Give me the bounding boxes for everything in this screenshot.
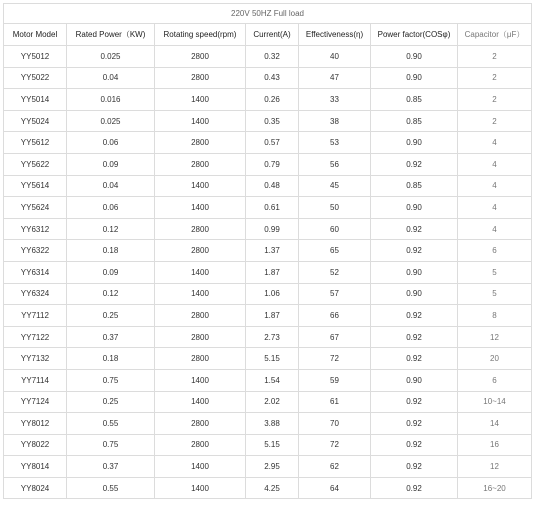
cell-rotating-speed: 2800	[155, 240, 246, 262]
cell-rated-power: 0.55	[67, 477, 155, 499]
table-row	[4, 369, 532, 391]
cell-capacitor: 2	[458, 110, 532, 132]
cell-motor-model: YY6312	[4, 218, 67, 240]
table-row	[4, 197, 532, 219]
cell-power-factor: 0.92	[371, 240, 458, 262]
cell-rated-power: 0.75	[67, 434, 155, 456]
table-row	[4, 240, 532, 262]
table-row	[4, 456, 532, 478]
cell-motor-model: YY5024	[4, 110, 67, 132]
cell-rotating-speed: 2800	[155, 132, 246, 154]
cell-effectiveness: 52	[299, 261, 371, 283]
cell-motor-model: YY5014	[4, 89, 67, 111]
cell-rated-power: 0.12	[67, 218, 155, 240]
header-rated-power: Rated Power（KW)	[67, 24, 155, 46]
table-row	[4, 326, 532, 348]
cell-motor-model: YY5614	[4, 175, 67, 197]
cell-capacitor: 6	[458, 369, 532, 391]
cell-rotating-speed: 1400	[155, 110, 246, 132]
table-row	[4, 283, 532, 305]
cell-capacitor: 4	[458, 132, 532, 154]
cell-rotating-speed: 2800	[155, 67, 246, 89]
cell-rotating-speed: 2800	[155, 434, 246, 456]
cell-motor-model: YY7122	[4, 326, 67, 348]
table-row	[4, 110, 532, 132]
cell-effectiveness: 50	[299, 197, 371, 219]
cell-effectiveness: 33	[299, 89, 371, 111]
cell-rotating-speed: 2800	[155, 218, 246, 240]
cell-motor-model: YY5622	[4, 153, 67, 175]
cell-motor-model: YY6324	[4, 283, 67, 305]
cell-current: 0.99	[246, 218, 299, 240]
cell-motor-model: YY8014	[4, 456, 67, 478]
cell-motor-model: YY5022	[4, 67, 67, 89]
cell-power-factor: 0.85	[371, 89, 458, 111]
cell-rotating-speed: 1400	[155, 369, 246, 391]
cell-effectiveness: 60	[299, 218, 371, 240]
cell-rated-power: 0.18	[67, 240, 155, 262]
cell-power-factor: 0.92	[371, 477, 458, 499]
table-body	[4, 4, 532, 499]
cell-capacitor: 4	[458, 153, 532, 175]
cell-rotating-speed: 2800	[155, 305, 246, 327]
cell-rated-power: 0.04	[67, 67, 155, 89]
cell-effectiveness: 64	[299, 477, 371, 499]
cell-power-factor: 0.92	[371, 305, 458, 327]
table-row	[4, 348, 532, 370]
cell-rotating-speed: 1400	[155, 197, 246, 219]
cell-power-factor: 0.92	[371, 391, 458, 413]
cell-effectiveness: 67	[299, 326, 371, 348]
cell-rated-power: 0.25	[67, 305, 155, 327]
cell-capacitor: 14	[458, 413, 532, 435]
cell-motor-model: YY5612	[4, 132, 67, 154]
cell-power-factor: 0.92	[371, 153, 458, 175]
table-row	[4, 261, 532, 283]
cell-motor-model: YY8024	[4, 477, 67, 499]
cell-current: 0.61	[246, 197, 299, 219]
cell-rated-power: 0.55	[67, 413, 155, 435]
header-current: Current(A)	[246, 24, 299, 46]
cell-current: 0.43	[246, 67, 299, 89]
cell-motor-model: YY7112	[4, 305, 67, 327]
cell-rated-power: 0.12	[67, 283, 155, 305]
cell-current: 5.15	[246, 434, 299, 456]
cell-capacitor: 5	[458, 261, 532, 283]
cell-effectiveness: 47	[299, 67, 371, 89]
table-row	[4, 391, 532, 413]
cell-motor-model: YY7132	[4, 348, 67, 370]
cell-current: 1.37	[246, 240, 299, 262]
cell-effectiveness: 66	[299, 305, 371, 327]
cell-capacitor: 16	[458, 434, 532, 456]
cell-capacitor: 2	[458, 67, 532, 89]
table-row	[4, 175, 532, 197]
cell-power-factor: 0.90	[371, 46, 458, 68]
cell-rotating-speed: 2800	[155, 413, 246, 435]
cell-capacitor: 12	[458, 326, 532, 348]
table-row	[4, 477, 532, 499]
cell-rated-power: 0.75	[67, 369, 155, 391]
cell-capacitor: 2	[458, 89, 532, 111]
cell-rated-power: 0.18	[67, 348, 155, 370]
cell-power-factor: 0.90	[371, 283, 458, 305]
cell-rotating-speed: 1400	[155, 261, 246, 283]
cell-current: 1.06	[246, 283, 299, 305]
cell-effectiveness: 53	[299, 132, 371, 154]
cell-capacitor: 4	[458, 197, 532, 219]
spec-table-container	[3, 3, 531, 499]
cell-rated-power: 0.06	[67, 132, 155, 154]
table-row	[4, 67, 532, 89]
cell-effectiveness: 57	[299, 283, 371, 305]
cell-capacitor: 20	[458, 348, 532, 370]
cell-rated-power: 0.09	[67, 153, 155, 175]
cell-power-factor: 0.90	[371, 261, 458, 283]
cell-rotating-speed: 1400	[155, 283, 246, 305]
cell-effectiveness: 61	[299, 391, 371, 413]
cell-current: 0.48	[246, 175, 299, 197]
table-row	[4, 46, 532, 68]
cell-capacitor: 16~20	[458, 477, 532, 499]
table-title-row	[4, 4, 532, 24]
cell-rated-power: 0.06	[67, 197, 155, 219]
cell-rotating-speed: 1400	[155, 89, 246, 111]
header-row	[4, 24, 532, 46]
cell-power-factor: 0.85	[371, 175, 458, 197]
cell-rated-power: 0.025	[67, 110, 155, 132]
cell-rotating-speed: 1400	[155, 477, 246, 499]
header-rotating-speed: Rotating speed(rpm)	[155, 24, 246, 46]
cell-motor-model: YY8012	[4, 413, 67, 435]
cell-current: 0.57	[246, 132, 299, 154]
table-row	[4, 89, 532, 111]
cell-effectiveness: 38	[299, 110, 371, 132]
header-effectiveness: Effectiveness(η)	[299, 24, 371, 46]
cell-capacitor: 2	[458, 46, 532, 68]
table-row	[4, 305, 532, 327]
cell-current: 4.25	[246, 477, 299, 499]
motor-spec-table	[3, 3, 532, 499]
cell-rated-power: 0.37	[67, 456, 155, 478]
cell-capacitor: 4	[458, 175, 532, 197]
cell-effectiveness: 59	[299, 369, 371, 391]
cell-capacitor: 6	[458, 240, 532, 262]
cell-current: 0.79	[246, 153, 299, 175]
cell-motor-model: YY5624	[4, 197, 67, 219]
cell-rotating-speed: 1400	[155, 456, 246, 478]
header-power-factor: Power factor(COSφ)	[371, 24, 458, 46]
cell-current: 2.02	[246, 391, 299, 413]
cell-motor-model: YY8022	[4, 434, 67, 456]
cell-capacitor: 12	[458, 456, 532, 478]
cell-effectiveness: 45	[299, 175, 371, 197]
cell-power-factor: 0.92	[371, 218, 458, 240]
cell-rated-power: 0.016	[67, 89, 155, 111]
cell-current: 0.35	[246, 110, 299, 132]
cell-rotating-speed: 2800	[155, 348, 246, 370]
table-row	[4, 218, 532, 240]
cell-rated-power: 0.37	[67, 326, 155, 348]
cell-motor-model: YY6322	[4, 240, 67, 262]
cell-rotating-speed: 2800	[155, 153, 246, 175]
cell-current: 1.87	[246, 261, 299, 283]
cell-effectiveness: 62	[299, 456, 371, 478]
cell-effectiveness: 70	[299, 413, 371, 435]
cell-motor-model: YY5012	[4, 46, 67, 68]
cell-effectiveness: 56	[299, 153, 371, 175]
cell-power-factor: 0.85	[371, 110, 458, 132]
cell-power-factor: 0.92	[371, 434, 458, 456]
cell-power-factor: 0.90	[371, 67, 458, 89]
cell-rotating-speed: 1400	[155, 175, 246, 197]
cell-power-factor: 0.90	[371, 132, 458, 154]
cell-capacitor: 10~14	[458, 391, 532, 413]
table-row	[4, 153, 532, 175]
table-row	[4, 413, 532, 435]
cell-current: 2.73	[246, 326, 299, 348]
cell-power-factor: 0.92	[371, 413, 458, 435]
cell-rated-power: 0.09	[67, 261, 155, 283]
cell-current: 3.88	[246, 413, 299, 435]
cell-effectiveness: 72	[299, 434, 371, 456]
cell-current: 5.15	[246, 348, 299, 370]
cell-current: 2.95	[246, 456, 299, 478]
cell-capacitor: 8	[458, 305, 532, 327]
cell-rated-power: 0.04	[67, 175, 155, 197]
cell-power-factor: 0.90	[371, 369, 458, 391]
cell-current: 1.54	[246, 369, 299, 391]
header-motor-model: Motor Model	[4, 24, 67, 46]
cell-power-factor: 0.92	[371, 456, 458, 478]
cell-power-factor: 0.92	[371, 348, 458, 370]
table-row	[4, 434, 532, 456]
cell-effectiveness: 65	[299, 240, 371, 262]
cell-motor-model: YY7124	[4, 391, 67, 413]
cell-effectiveness: 40	[299, 46, 371, 68]
cell-power-factor: 0.90	[371, 197, 458, 219]
cell-rotating-speed: 1400	[155, 391, 246, 413]
cell-power-factor: 0.92	[371, 326, 458, 348]
cell-rated-power: 0.25	[67, 391, 155, 413]
cell-effectiveness: 72	[299, 348, 371, 370]
header-capacitor: Capacitor（μF）	[458, 24, 532, 46]
cell-current: 1.87	[246, 305, 299, 327]
cell-current: 0.26	[246, 89, 299, 111]
cell-rotating-speed: 2800	[155, 326, 246, 348]
cell-motor-model: YY6314	[4, 261, 67, 283]
cell-current: 0.32	[246, 46, 299, 68]
table-title: 220V 50HZ Full load	[4, 4, 532, 24]
cell-capacitor: 4	[458, 218, 532, 240]
table-row	[4, 132, 532, 154]
cell-rotating-speed: 2800	[155, 46, 246, 68]
cell-motor-model: YY7114	[4, 369, 67, 391]
cell-rated-power: 0.025	[67, 46, 155, 68]
cell-capacitor: 5	[458, 283, 532, 305]
